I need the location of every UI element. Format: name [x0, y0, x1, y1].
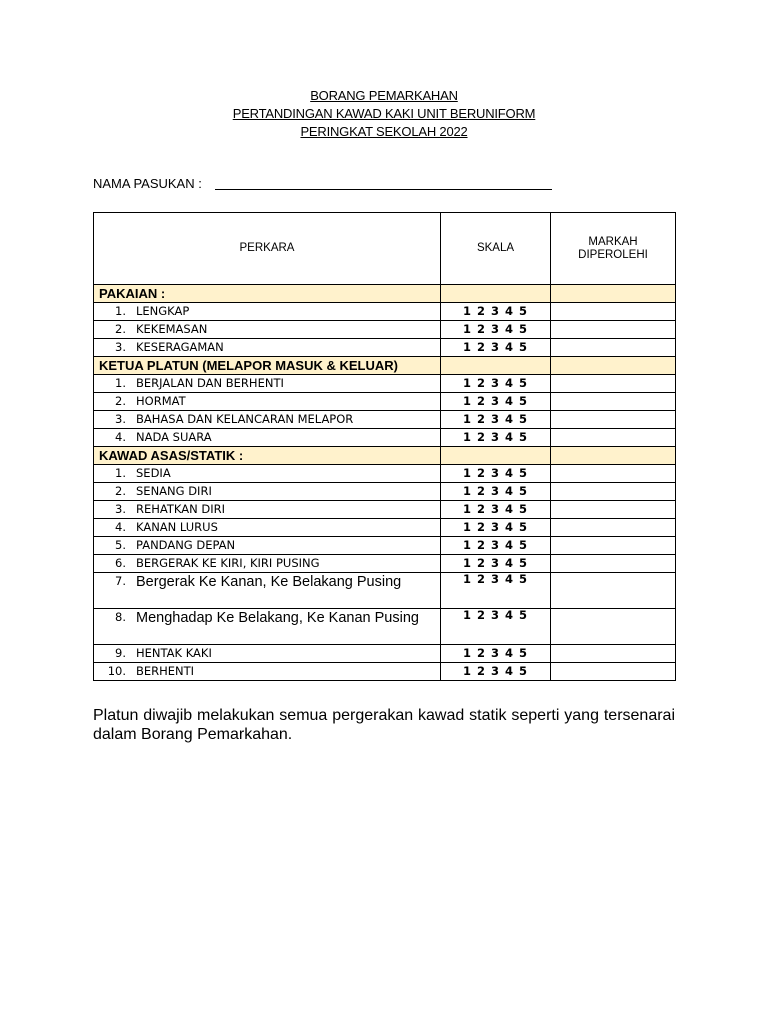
item-number: 8. [115, 610, 126, 624]
scale-options[interactable]: 1 2 3 4 5 [441, 501, 551, 519]
item-number: 3. [115, 502, 126, 516]
score-cell[interactable] [551, 483, 676, 501]
section-row [94, 447, 676, 465]
table-row [94, 645, 676, 663]
table-row [94, 519, 676, 537]
item-label: BERHENTI [136, 664, 195, 678]
score-cell[interactable] [551, 339, 676, 357]
item-number: 1. [115, 376, 126, 390]
section-markah-cell [551, 357, 676, 375]
item-number: 3. [115, 340, 126, 354]
item-label: KESERAGAMAN [136, 340, 224, 354]
table-row [94, 501, 676, 519]
form-title: BORANG PEMARKAHAN [310, 88, 458, 103]
item-label: HENTAK KAKI [136, 646, 212, 660]
item-label: BERGERAK KE KIRI, KIRI PUSING [136, 556, 320, 570]
score-cell[interactable] [551, 303, 676, 321]
score-cell[interactable] [551, 375, 676, 393]
item-cell [94, 519, 441, 537]
scale-options[interactable]: 1 2 3 4 5 [441, 303, 551, 321]
column-header-perkara: PERKARA [94, 213, 441, 285]
item-number: 5. [115, 538, 126, 552]
table-header-row [94, 213, 676, 285]
section-row [94, 285, 676, 303]
section-skala-cell [441, 357, 551, 375]
item-cell [94, 375, 441, 393]
section-skala-cell [441, 447, 551, 465]
score-cell[interactable] [551, 465, 676, 483]
table-row [94, 339, 676, 357]
score-cell[interactable] [551, 663, 676, 681]
scale-options[interactable]: 1 2 3 4 5 [441, 519, 551, 537]
table-row [94, 429, 676, 447]
table-row [94, 465, 676, 483]
item-cell [94, 501, 441, 519]
item-label: LENGKAP [136, 304, 190, 318]
item-number: 7. [115, 574, 126, 588]
item-cell [94, 339, 441, 357]
item-label: Bergerak Ke Kanan, Ke Belakang Pusing [136, 574, 402, 590]
table-row [94, 321, 676, 339]
scale-options[interactable]: 1 2 3 4 5 [441, 663, 551, 681]
score-cell[interactable] [551, 501, 676, 519]
item-label: REHATKAN DIRI [136, 502, 225, 516]
item-cell [94, 555, 441, 573]
scale-options[interactable]: 1 2 3 4 5 [441, 645, 551, 663]
item-number: 1. [115, 466, 126, 480]
competition-title: PERTANDINGAN KAWAD KAKI UNIT BERUNIFORM [232, 106, 536, 121]
item-number: 10. [107, 664, 126, 678]
table-row [94, 393, 676, 411]
table-row [94, 375, 676, 393]
item-cell [94, 465, 441, 483]
table-row [94, 411, 676, 429]
score-cell[interactable] [551, 393, 676, 411]
item-cell [94, 537, 441, 555]
footer-note: Platun diwajib melakukan semua pergerakan kawad statik seperti yang tersenarai dalam Borang Pemarkahan. [93, 707, 675, 743]
scale-options[interactable]: 1 2 3 4 5 [441, 483, 551, 501]
scale-options[interactable]: 1 2 3 4 5 [441, 393, 551, 411]
item-label: SEDIA [136, 466, 171, 480]
scale-options[interactable]: 1 2 3 4 5 [441, 555, 551, 573]
section-skala-cell [441, 285, 551, 303]
scale-options[interactable]: 1 2 3 4 5 [441, 321, 551, 339]
item-cell [94, 645, 441, 663]
table-row [94, 663, 676, 681]
item-cell [94, 483, 441, 501]
table-row [94, 537, 676, 555]
table-row [94, 303, 676, 321]
item-cell [94, 573, 441, 609]
team-name-label: NAMA PASUKAN : [93, 176, 202, 191]
item-number: 1. [115, 304, 126, 318]
score-cell[interactable] [551, 537, 676, 555]
item-number: 2. [115, 394, 126, 408]
item-cell [94, 411, 441, 429]
item-label: Menghadap Ke Belakang, Ke Kanan Pusing [136, 610, 419, 626]
item-number: 4. [115, 430, 126, 444]
table-row [94, 609, 676, 645]
scale-options[interactable]: 1 2 3 4 5 [441, 537, 551, 555]
score-cell[interactable] [551, 645, 676, 663]
table-row [94, 573, 676, 609]
item-label: KEKEMASAN [136, 322, 208, 336]
item-cell [94, 663, 441, 681]
scale-options[interactable]: 1 2 3 4 5 [441, 411, 551, 429]
scale-options[interactable]: 1 2 3 4 5 [441, 339, 551, 357]
column-header-markah: MARKAH DIPEROLEHI [551, 213, 676, 285]
item-label: BAHASA DAN KELANCARAN MELAPOR [136, 412, 354, 426]
scale-options[interactable]: 1 2 3 4 5 [441, 573, 551, 609]
item-cell [94, 321, 441, 339]
item-label: KANAN LURUS [136, 520, 218, 534]
level-title: PERINGKAT SEKOLAH 2022 [300, 124, 468, 139]
item-number: 9. [115, 646, 126, 660]
section-markah-cell [551, 447, 676, 465]
item-number: 3. [115, 412, 126, 426]
score-cell[interactable] [551, 609, 676, 645]
item-label: SENANG DIRI [136, 484, 212, 498]
score-cell[interactable] [551, 411, 676, 429]
section-row [94, 357, 676, 375]
item-label: NADA SUARA [136, 430, 212, 444]
table-row [94, 555, 676, 573]
item-number: 6. [115, 556, 126, 570]
table-row [94, 483, 676, 501]
scale-options[interactable]: 1 2 3 4 5 [441, 609, 551, 645]
item-cell [94, 609, 441, 645]
score-cell[interactable] [551, 429, 676, 447]
item-cell [94, 393, 441, 411]
section-title: PAKAIAN : [94, 285, 441, 303]
score-cell[interactable] [551, 519, 676, 537]
scale-options[interactable]: 1 2 3 4 5 [441, 375, 551, 393]
item-number: 4. [115, 520, 126, 534]
item-label: HORMAT [136, 394, 186, 408]
section-title: KETUA PLATUN (MELAPOR MASUK & KELUAR) [94, 357, 441, 375]
scale-options[interactable]: 1 2 3 4 5 [441, 429, 551, 447]
section-markah-cell [551, 285, 676, 303]
column-header-skala: SKALA [441, 213, 551, 285]
scoring-table [93, 212, 676, 681]
item-label: PANDANG DEPAN [136, 538, 236, 552]
section-title: KAWAD ASAS/STATIK : [94, 447, 441, 465]
item-number: 2. [115, 484, 126, 498]
team-name-blank-line [215, 189, 552, 190]
item-number: 2. [115, 322, 126, 336]
item-cell [94, 429, 441, 447]
score-cell[interactable] [551, 573, 676, 609]
item-cell [94, 303, 441, 321]
score-cell[interactable] [551, 555, 676, 573]
item-label: BERJALAN DAN BERHENTI [136, 376, 284, 390]
score-cell[interactable] [551, 321, 676, 339]
scale-options[interactable]: 1 2 3 4 5 [441, 465, 551, 483]
